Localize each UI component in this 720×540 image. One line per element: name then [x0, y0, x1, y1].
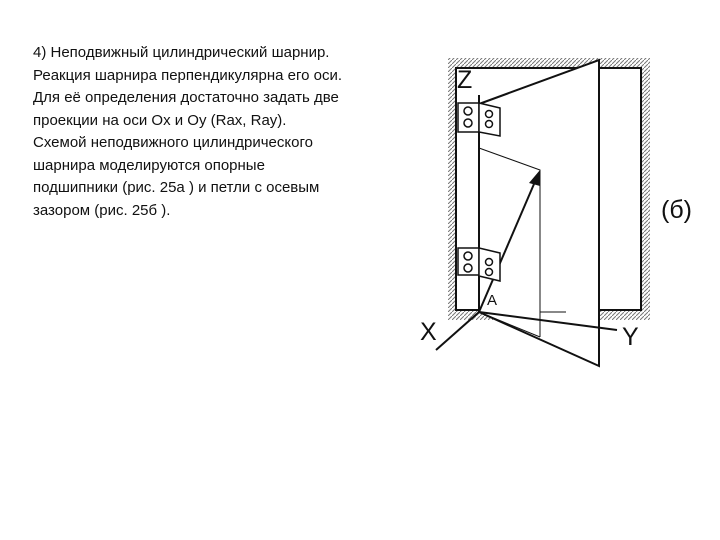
text-line: подшипники (рис. 25а ) и петли с осевым — [33, 179, 320, 196]
text-line: зазором (рис. 25б ). — [33, 201, 171, 219]
lower-hinge — [458, 248, 500, 281]
axis-y-label: Y — [622, 323, 639, 351]
axis-x-label: X — [420, 318, 437, 346]
text-line: шарнира моделируются опорные — [33, 156, 265, 174]
text-line: Реакция шарнира перпендикулярна его оси. — [33, 66, 343, 84]
text-line: Для её определения достаточно задать две — [33, 89, 339, 106]
axis-z-label: Z — [457, 66, 473, 94]
point-a-label: A — [487, 292, 498, 309]
upper-hinge — [458, 103, 500, 136]
text-line: проекции на оси Ox и Oy (Rax, Ray). — [33, 111, 287, 129]
text-line: Схемой неподвижного цилиндрического — [33, 134, 313, 151]
text-line-heading: 4) Неподвижный цилиндрический шарнир. — [33, 44, 330, 61]
figure-caption: (б) — [661, 196, 692, 224]
